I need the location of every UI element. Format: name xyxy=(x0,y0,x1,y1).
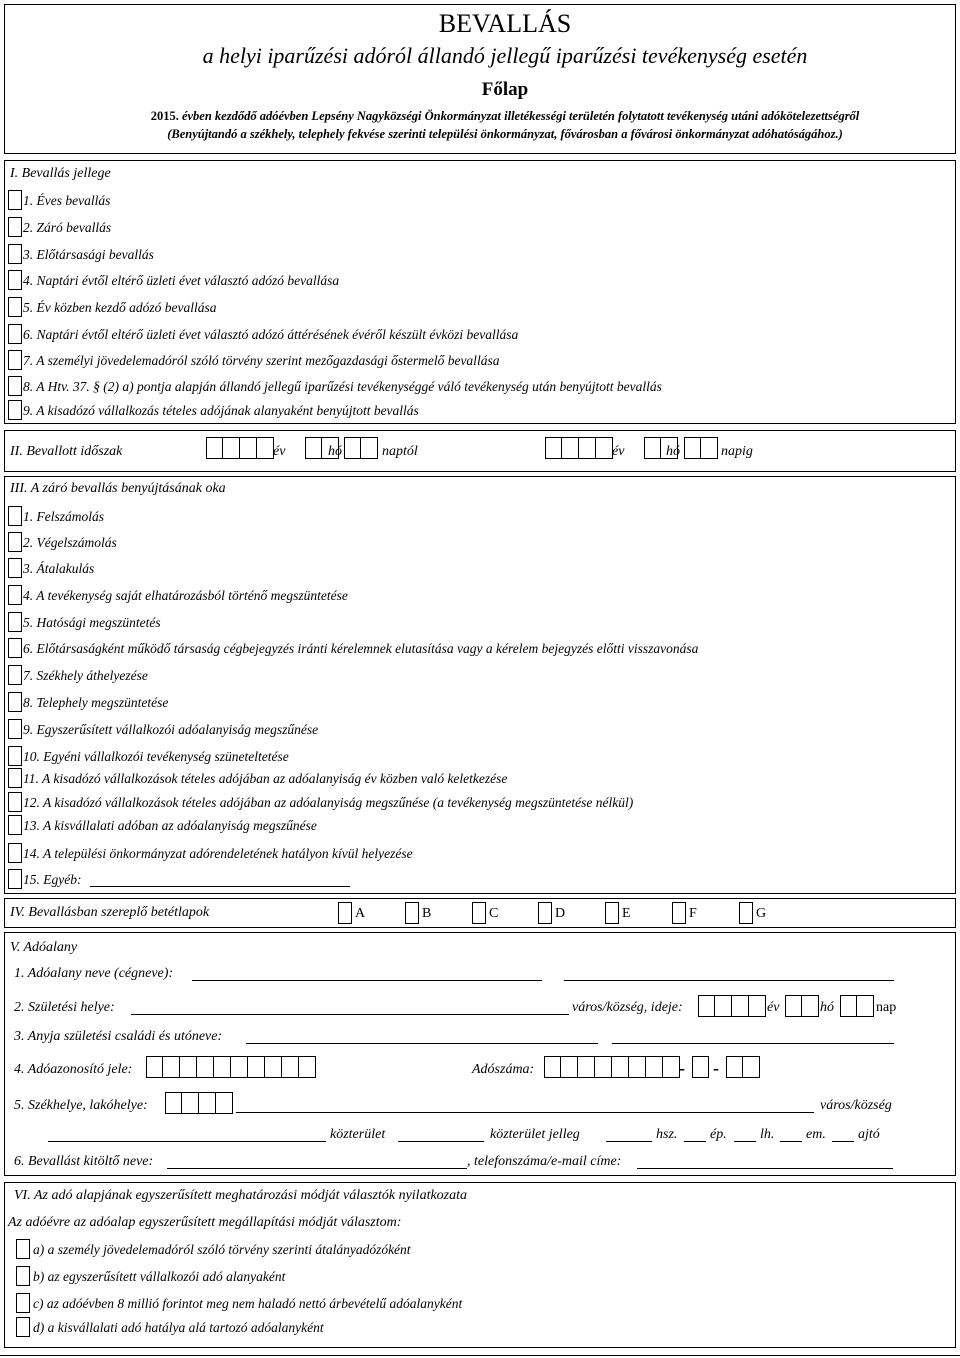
closing-reason-label-4: 4. A tevékenység saját elhatározásból történő megszüntetése xyxy=(23,588,348,603)
street-label: közterület xyxy=(330,1127,386,1142)
closing-reason-label-15: 15. Egyéb: xyxy=(23,872,82,887)
annex-label-1: A xyxy=(355,906,366,921)
filing-type-checkbox-3[interactable] xyxy=(8,244,22,264)
closing-reason-label-12: 12. A kisadózó vállalkozások tételes adójában az adóalanyiság megszűnése (a tevékenység megszüntetése nélkül) xyxy=(23,795,634,810)
staircase-label: lh. xyxy=(760,1127,775,1142)
filing-type-checkbox-8[interactable] xyxy=(8,376,22,396)
intro-text: évben kezdődő adóévben Lepsény Nagyközségi Önkormányzat illetékességi területén folytatott tevékenység utáni adókötelezettségről xyxy=(181,109,860,123)
filing-type-label-4: 4. Naptári évtől eltérő üzleti évet választó adózó bevallása xyxy=(23,273,340,288)
filing-type-label-2: 2. Záró bevallás xyxy=(23,220,112,235)
street-line-b[interactable] xyxy=(206,1141,326,1142)
form-title: BEVALLÁS xyxy=(438,9,572,38)
closing-reason-label-2: 2. Végelszámolás xyxy=(23,535,117,550)
seat-city-line[interactable] xyxy=(236,1112,814,1113)
filler-name-line[interactable] xyxy=(167,1168,467,1169)
street-line-a[interactable] xyxy=(48,1141,206,1142)
filing-type-checkbox-4[interactable] xyxy=(8,270,22,290)
filler-name-label: 6. Bevallást kitöltő neve: xyxy=(14,1154,154,1169)
section-3-title: III. A záró bevallás benyújtásának oka xyxy=(10,481,226,496)
annex-checkbox-5[interactable] xyxy=(605,902,619,924)
simplified-method-label-2: b) az egyszerűsített vállalkozói adó alanyaként xyxy=(33,1269,286,1284)
annex-label-7: G xyxy=(756,906,767,921)
section-2-title: II. Bevallott időszak xyxy=(10,444,123,459)
closing-reason-label-8: 8. Telephely megszüntetése xyxy=(23,695,169,710)
closing-reason-label-7: 7. Székhely áthelyezése xyxy=(23,668,148,683)
building-label: ép. xyxy=(710,1127,727,1142)
annex-checkbox-1[interactable] xyxy=(338,902,352,924)
annex-label-5: E xyxy=(622,906,631,921)
period-end-year[interactable] xyxy=(545,437,613,459)
closing-reason-label-10: 10. Egyéni vállalkozói tevékenység szüneteltetése xyxy=(23,749,289,764)
period-start-day[interactable] xyxy=(344,437,378,459)
closing-reason-checkbox-2[interactable] xyxy=(8,532,22,552)
filing-type-label-9: 9. A kisadózó vállalkozás tételes adójának alanyaként benyújtott bevallás xyxy=(23,403,419,418)
birth-place-line[interactable] xyxy=(131,1014,569,1015)
birth-day[interactable] xyxy=(840,995,874,1017)
filing-type-label-1: 1. Éves bevallás xyxy=(23,193,111,208)
annex-checkbox-4[interactable] xyxy=(538,902,552,924)
seat-city-suffix: város/község xyxy=(820,1098,892,1113)
annex-label-3: C xyxy=(489,906,499,921)
filing-type-label-6: 6. Naptári évtől eltérő üzleti évet választó adózó áttérésének évéről készült évközi bevallása xyxy=(23,327,519,342)
mother-name-line-2[interactable] xyxy=(612,1043,894,1044)
closing-reason-checkbox-4[interactable] xyxy=(8,585,22,605)
sheet-label: Főlap xyxy=(481,79,529,100)
closing-reason-label-6: 6. Előtársaságként működő társaság cégbejegyzés iránti kérelemnek elutasítása vagy a kérelem bejegyzés előtti visszavonása xyxy=(23,641,699,656)
closing-reason-checkbox-11[interactable] xyxy=(8,768,22,788)
house-number-line[interactable] xyxy=(606,1141,652,1142)
closing-reason-checkbox-14[interactable] xyxy=(8,843,22,863)
simplified-method-checkbox-3[interactable] xyxy=(16,1293,30,1313)
closing-reason-checkbox-12[interactable] xyxy=(8,792,22,812)
closing-reason-checkbox-5[interactable] xyxy=(8,612,22,632)
filing-type-label-5: 5. Év közben kezdő adózó bevallása xyxy=(23,300,217,315)
birth-place-label: 2. Születési helye: xyxy=(14,1000,115,1015)
filing-type-label-8: 8. A Htv. 37. § (2) a) pontja alapján állandó jellegű iparűzési tevékenységgé váló tevékenység után benyújtott bevallás xyxy=(23,379,662,394)
year-prefix: 2015. xyxy=(150,109,179,123)
closing-reason-label-13: 13. A kisvállalati adóban az adóalanyiság megszűnése xyxy=(23,818,317,833)
simplified-method-checkbox-2[interactable] xyxy=(16,1266,30,1286)
closing-reason-label-9: 9. Egyszerűsített vállalkozói adóalanyiság megszűnése xyxy=(23,722,319,737)
tax-number-dash-1: - xyxy=(679,1058,685,1078)
bottom-rule xyxy=(0,1355,960,1356)
closing-reason-label-5: 5. Hatósági megszüntetés xyxy=(23,615,161,630)
period-end-day[interactable] xyxy=(684,437,718,459)
intro-line xyxy=(0,108,960,124)
taxpayer-name-line-1[interactable] xyxy=(192,980,542,981)
filing-type-checkbox-9[interactable] xyxy=(8,400,22,420)
period-start-day-label: naptól xyxy=(382,444,418,459)
house-number-label: hsz. xyxy=(656,1127,678,1142)
annex-checkbox-3[interactable] xyxy=(472,902,486,924)
tax-number-vat[interactable] xyxy=(692,1056,709,1078)
closing-reason-label-1: 1. Felszámolás xyxy=(23,509,104,524)
period-start-year[interactable] xyxy=(206,437,274,459)
annex-label-4: D xyxy=(555,906,566,921)
tax-id-cells[interactable] xyxy=(146,1056,316,1078)
filler-phone-line[interactable] xyxy=(637,1168,893,1169)
filing-type-checkbox-2[interactable] xyxy=(8,217,22,237)
street-type-label: közterület jelleg xyxy=(490,1127,580,1142)
floor-label: em. xyxy=(806,1127,826,1142)
period-end-day-label: napig xyxy=(721,444,753,459)
simplified-method-label-1: a) a személy jövedelemadóról szóló törvény szerinti átalányadózóként xyxy=(33,1242,411,1257)
form-subtitle: a helyi iparűzési adóról állandó jellegű iparűzési tevékenység esetén xyxy=(202,43,808,68)
closing-reason-checkbox-13[interactable] xyxy=(8,815,22,835)
building-line[interactable] xyxy=(684,1141,706,1142)
closing-reason-label-14: 14. A települési önkormányzat adórendeletének hatályon kívül helyezése xyxy=(23,846,413,861)
simplified-method-checkbox-4[interactable] xyxy=(16,1317,30,1337)
other-reason-line[interactable] xyxy=(90,886,350,887)
filing-type-checkbox-7[interactable] xyxy=(8,350,22,370)
closing-reason-checkbox-15[interactable] xyxy=(8,869,22,889)
section-5-title: V. Adóalany xyxy=(10,940,78,955)
closing-reason-checkbox-10[interactable] xyxy=(8,746,22,766)
annex-label-2: B xyxy=(422,906,432,921)
tax-id-label: 4. Adóazonosító jele: xyxy=(14,1062,133,1077)
annex-checkbox-6[interactable] xyxy=(672,902,686,924)
period-start-year-label: év xyxy=(273,444,286,459)
section-4-title: IV. Bevallásban szereplő betétlapok xyxy=(10,905,210,920)
submission-note: (Benyújtandó a székhely, telephely fekvése szerinti települési önkormányzat, fővárosban a fővárosi önkormányzat adóhatóságához.) xyxy=(167,127,843,141)
filler-phone-label: , telefonszáma/e-mail címe: xyxy=(467,1154,622,1169)
section-1-title: I. Bevallás jellege xyxy=(10,166,111,181)
street-type-line[interactable] xyxy=(398,1141,484,1142)
mother-name-label: 3. Anyja születési családi és utóneve: xyxy=(14,1029,223,1044)
birth-month[interactable] xyxy=(785,995,819,1017)
closing-reason-label-11: 11. A kisadózó vállalkozások tételes adójában az adóalanyiság év közben való keletkezése xyxy=(23,771,508,786)
simplified-method-label-3: c) az adóévben 8 millió forintot meg nem haladó nettó árbevételű adóalanyként xyxy=(33,1296,463,1311)
birth-city-label: város/község, ideje: xyxy=(572,1000,683,1015)
closing-reason-checkbox-1[interactable] xyxy=(8,506,22,526)
filing-type-checkbox-6[interactable] xyxy=(8,324,22,344)
period-start-month-label: hó xyxy=(328,444,342,459)
section-2-frame xyxy=(4,430,956,472)
filing-type-checkbox-5[interactable] xyxy=(8,297,22,317)
closing-reason-checkbox-9[interactable] xyxy=(8,719,22,739)
taxpayer-name-label: 1. Adóalany neve (cégneve): xyxy=(14,966,174,981)
filing-type-label-3: 3. Előtársasági bevallás xyxy=(23,247,154,262)
tax-number-county[interactable] xyxy=(726,1056,760,1078)
tax-number-dash-2: - xyxy=(713,1058,719,1078)
closing-reason-checkbox-8[interactable] xyxy=(8,692,22,712)
simplified-method-checkbox-1[interactable] xyxy=(16,1239,30,1259)
annex-checkbox-2[interactable] xyxy=(405,902,419,924)
seat-label: 5. Székhelye, lakóhelye: xyxy=(14,1098,148,1113)
tax-number-label: Adószáma: xyxy=(472,1062,535,1077)
section-6-intro: Az adóévre az adóalap egyszerűsített megállapítási módját választom: xyxy=(8,1215,402,1230)
taxpayer-name-line-2[interactable] xyxy=(564,980,894,981)
door-label: ajtó xyxy=(858,1127,880,1142)
annex-checkbox-7[interactable] xyxy=(739,902,753,924)
birth-year-label: év xyxy=(767,1000,780,1015)
floor-line[interactable] xyxy=(780,1141,802,1142)
closing-reason-checkbox-7[interactable] xyxy=(8,665,22,685)
closing-reason-checkbox-3[interactable] xyxy=(8,558,22,578)
simplified-method-label-4: d) a kisvállalati adó hatálya alá tartozó adóalanyként xyxy=(33,1320,324,1335)
birth-month-label: hó xyxy=(820,1000,834,1015)
birth-day-label: nap xyxy=(876,1000,897,1015)
birth-year[interactable] xyxy=(698,995,766,1017)
filing-type-label-7: 7. A személyi jövedelemadóról szóló törvény szerint mezőgazdasági őstermelő bevallása xyxy=(23,353,500,368)
postal-code-cells[interactable] xyxy=(165,1092,233,1114)
period-end-month-label: hó xyxy=(666,444,680,459)
closing-reason-checkbox-6[interactable] xyxy=(8,638,22,658)
annex-label-6: F xyxy=(689,906,697,921)
staircase-line[interactable] xyxy=(734,1141,756,1142)
tax-number-main[interactable] xyxy=(544,1056,680,1078)
door-line[interactable] xyxy=(832,1141,854,1142)
closing-reason-label-3: 3. Átalakulás xyxy=(23,561,95,576)
period-end-year-label: év xyxy=(612,444,625,459)
section-6-title: VI. Az adó alapjának egyszerűsített meghatározási módját választók nyilatkozata xyxy=(14,1188,468,1203)
mother-name-line-1[interactable] xyxy=(246,1043,598,1044)
filing-type-checkbox-1[interactable] xyxy=(8,190,22,210)
